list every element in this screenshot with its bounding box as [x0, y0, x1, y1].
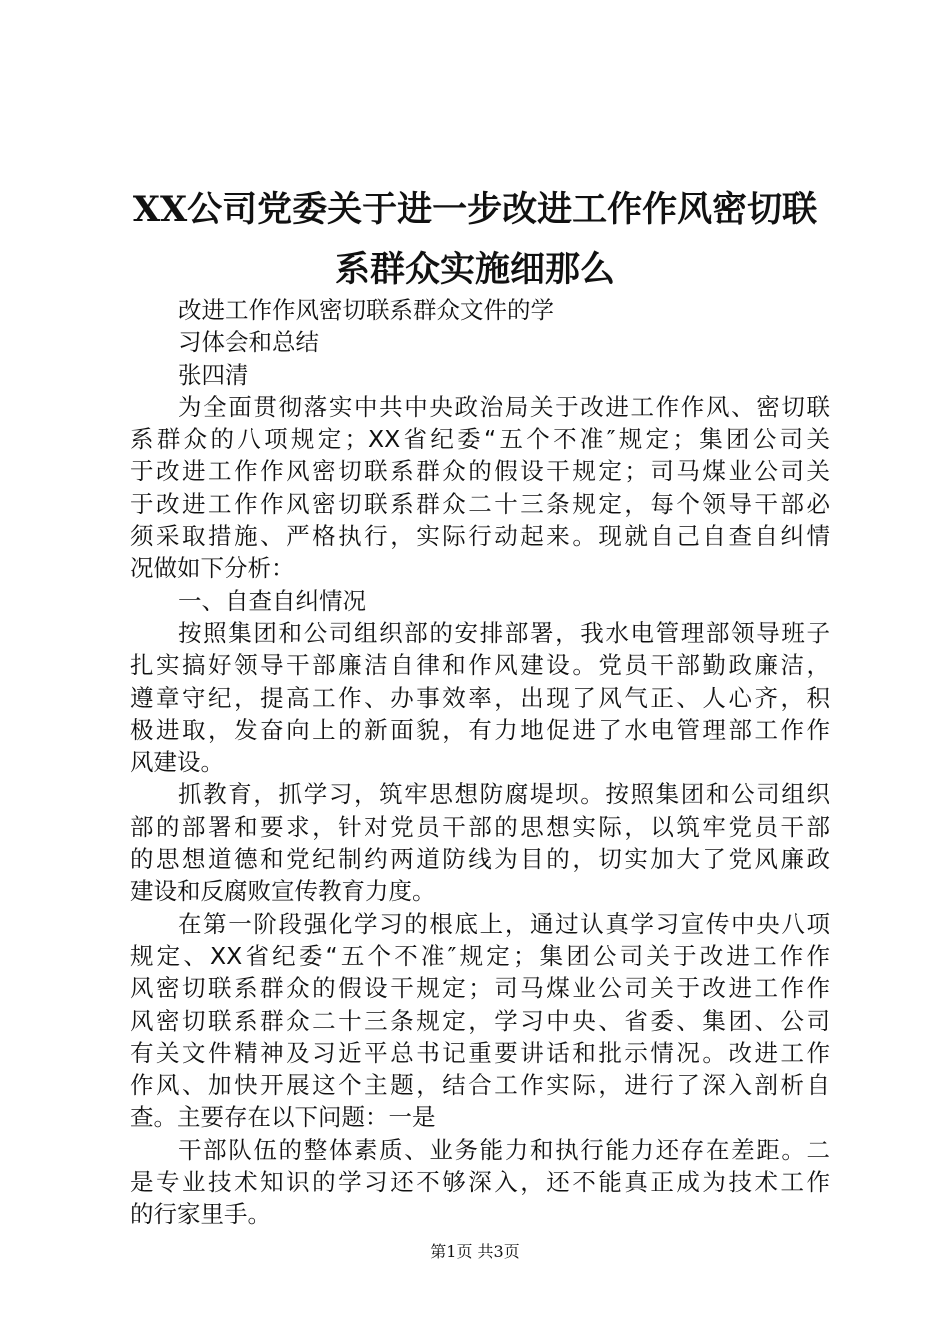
body-text-line: 作风、加快开展这个主题，结合工作实际，进行了深入剖析自 [130, 1071, 830, 1100]
body-text-line: 规定、XX省纪委“五个不准″规定；集团公司关于改进工作作 [130, 941, 830, 970]
body-text-line: 张四清 [178, 360, 249, 389]
body-text-line: 习体会和总结 [178, 328, 319, 357]
body-text-line: 风密切联系群众的假设干规定；司马煤业公司关于改进工作作 [130, 974, 830, 1003]
body-text-line: 改进工作作风密切联系群众文件的学 [178, 296, 554, 324]
document-body [130, 294, 830, 1231]
body-text-line: 一、自查自纠情况 [178, 586, 366, 615]
document-title-line-2: 系群众实施细那么 [334, 249, 615, 290]
body-text-line: 建设和反腐败宣传教育力度。 [130, 877, 436, 906]
body-text-line: 极进取，发奋向上的新面貌，有力地促进了水电管理部工作作 [130, 715, 830, 744]
body-text-line: 况做如下分析： [130, 554, 295, 583]
body-text-line: 扎实搞好领导干部廉洁自律和作风建设。党员干部勤政廉洁， [130, 651, 830, 680]
body-text-line: 按照集团和公司组织部的安排部署，我水电管理部领导班子 [178, 618, 830, 647]
body-text-line: 于改进工作作风密切联系群众的假设干规定；司马煤业公司关 [130, 457, 830, 486]
body-text-line: 风密切联系群众二十三条规定，学习中央、省委、集团、公司 [130, 1006, 830, 1035]
body-text-line: 查。主要存在以下问题：一是 [130, 1103, 436, 1132]
page-footer: 第1页 共3页 [430, 1242, 520, 1261]
body-text-line: 有关文件精神及习近平总书记重要讲话和批示情况。改进工作 [130, 1038, 830, 1067]
body-text-line: 部的部署和要求，针对党员干部的思想实际，以筑牢党员干部 [130, 812, 830, 841]
body-text-line: 干部队伍的整体素质、业务能力和执行能力还存在差距。二 [178, 1135, 830, 1164]
body-text-line: 的思想道德和党纪制约两道防线为目的，切实加大了党风廉政 [130, 845, 830, 874]
body-text-line: 于改进工作作风密切联系群众二十三条规定，每个领导干部必 [130, 489, 830, 518]
body-text-line: 须采取措施、严格执行，实际行动起来。现就自己自查自纠情 [130, 522, 830, 551]
body-text-line: 在第一阶段强化学习的根底上，通过认真学习宣传中央八项 [178, 909, 830, 938]
body-text-line: 抓教育，抓学习，筑牢思想防腐堤坝。按照集团和公司组织 [178, 780, 830, 809]
body-text-line: 是专业技术知识的学习还不够深入，还不能真正成为技术工作 [130, 1168, 830, 1197]
body-text-line: 风建设。 [130, 748, 224, 777]
body-text-line: 为全面贯彻落实中共中央政治局关于改进工作作风、密切联 [178, 392, 830, 421]
body-text-line: 系群众的八项规定；XX省纪委“五个不准″规定；集团公司关 [130, 425, 830, 454]
body-text-line: 遵章守纪，提高工作、办事效率，出现了风气正、人心齐，积 [130, 683, 830, 712]
body-text-line: 的行家里手。 [130, 1200, 271, 1229]
document-title-line-1: XX公司党委关于进一步改进工作作风密切联 [132, 189, 818, 230]
